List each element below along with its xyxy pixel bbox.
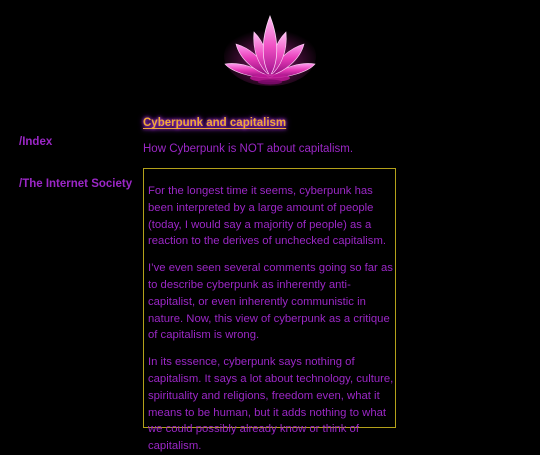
article-body (143, 168, 396, 453)
article-subtitle: How Cyberpunk is NOT about capitalism. (143, 143, 354, 155)
paragraph: For the longest time it seems, cyberpunk has been interpreted by a large amount of people (today, I would say a majority of people) as a reaction to the derives of unchecked capitalism. (148, 185, 386, 248)
nav-link-index[interactable]: /Index (19, 136, 53, 148)
paragraph: I’ve even seen several comments going so far as to describe cyberpunk as inherently anti-capitalist, or even inherently communistic in nature. Now, this view of cyberpunk as a critique of capitalism is wrong. (148, 262, 393, 342)
paragraph: In its essence, cyberpunk says nothing of capitalism. It says a lot about technology, culture, spirituality and religions, freedom even, what it means to be human, but it adds nothing to what we could possibly already know or think of capitalism. (148, 356, 394, 453)
article-title[interactable]: Cyberpunk and capitalism (143, 117, 287, 129)
nav-link-internet-society[interactable]: /The Internet Society (19, 178, 133, 190)
lotus-flower-icon (222, 12, 318, 88)
